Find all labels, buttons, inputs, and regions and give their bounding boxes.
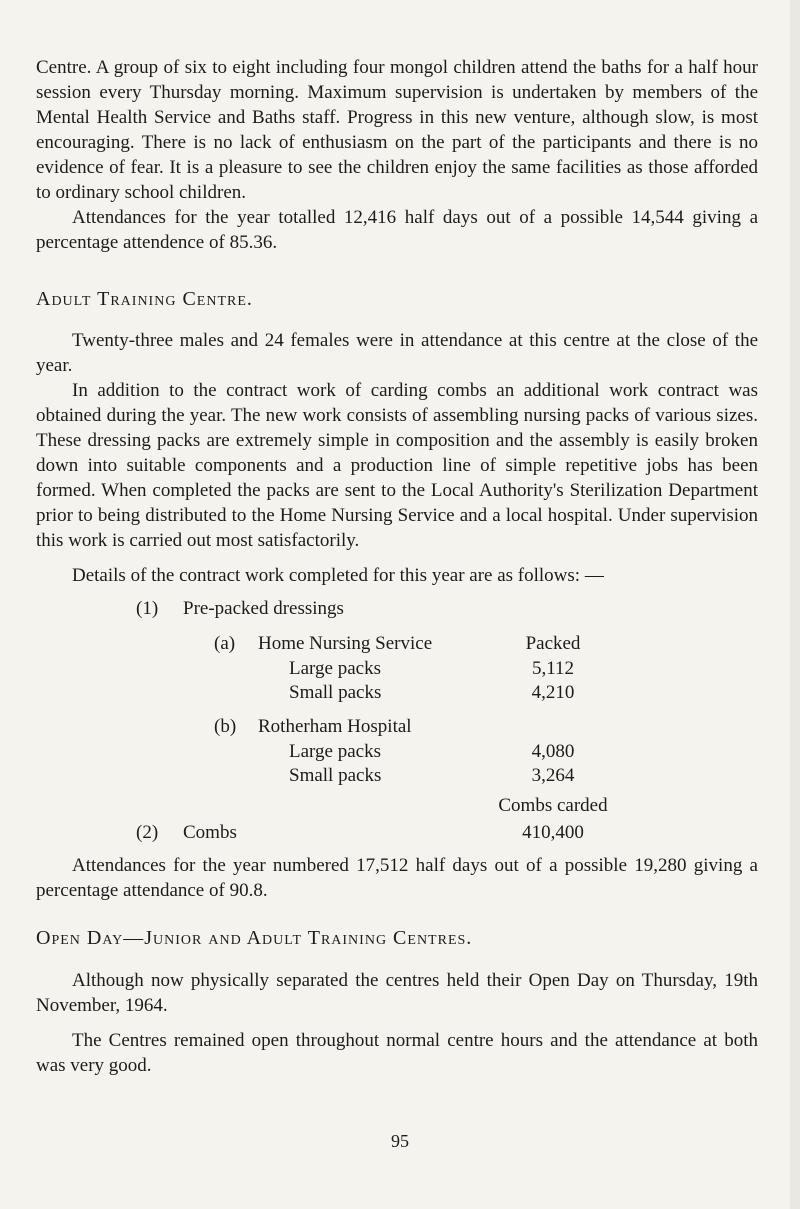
sub-letter-b: (b) xyxy=(214,716,237,737)
paragraph-baths-session: Centre. A group of six to eight including four mongol children attend the baths for a half hour session every Thursday morning. Maximum supervision is undertaken by members of the Mental Health Service and Baths staff. Progress in this new venture, although slow, is most encouraging. There is no lack of enthusiasm on the part of the participants and there is no evidence of fear. It is a pleasure to see the children enjoy the same facilities as those afforded to ordinary school children. xyxy=(36,57,758,203)
item-number-2: (2) xyxy=(136,822,159,843)
table-row-value: 4,210 xyxy=(531,682,575,703)
paragraph-junior-attendance: Attendances for the year totalled 12,416 half days out of a possible 14,544 giving a percentage attendence of 85.36. xyxy=(36,207,758,253)
sub-name-rotherham-hospital: Rotherham Hospital xyxy=(258,716,412,737)
paragraph-contract-work: In addition to the contract work of carding combs an additional work contract was obtained during the year. The new work consists of assembling nursing packs of various sizes. These dressing packs are extremely simple in composition and the assembly is easily broken down into suitable components and a production line of simple repetitive jobs has been formed. When completed the packs are sent to the Local Authority's Sterilization Department prior to being distributed to the Home Nursing Service and a local hospital. Under supervision this work is carried out most satisfactorily. xyxy=(36,380,758,551)
paragraph-details-intro: Details of the contract work completed for this year are as follows: — xyxy=(72,565,604,586)
heading-open-day: Open Day—Junior and Adult Training Centres. xyxy=(36,927,473,949)
table-row-label: Large packs xyxy=(289,741,381,762)
paragraph-adult-numbers: Twenty-three males and 24 females were in attendance at this centre at the close of the year. xyxy=(36,330,758,376)
column-header-combs-carded: Combs carded xyxy=(498,795,608,816)
combs-carded-value: 410,400 xyxy=(522,822,584,843)
sub-name-home-nursing: Home Nursing Service xyxy=(258,633,433,654)
table-row-value: 4,080 xyxy=(531,741,575,762)
table-row-label: Small packs xyxy=(289,765,382,786)
page-edge xyxy=(790,0,800,1209)
column-header-packed: Packed xyxy=(525,633,581,654)
page-number: 95 xyxy=(391,1131,409,1151)
item-number-1: (1) xyxy=(136,598,159,619)
table-row-label: Small packs xyxy=(289,682,382,703)
heading-adult-training-centre: Adult Training Centre. xyxy=(36,288,253,310)
paragraph-open-day: Although now physically separated the centres held their Open Day on Thursday, 19th November, 1964. xyxy=(36,970,758,1016)
table-row-label: Large packs xyxy=(289,658,381,679)
item-label-prepacked: Pre-packed dressings xyxy=(183,598,344,619)
sub-letter-a: (a) xyxy=(214,633,236,654)
item-label-combs: Combs xyxy=(183,822,237,843)
paragraph-adult-attendance: Attendances for the year numbered 17,512 half days out of a possible 19,280 giving a percentage attendance of 90.8. xyxy=(36,855,758,901)
table-row-value: 5,112 xyxy=(531,658,575,679)
paragraph-centres-open: The Centres remained open throughout normal centre hours and the attendance at both was very good. xyxy=(36,1030,758,1076)
table-row-value: 3,264 xyxy=(531,765,575,786)
